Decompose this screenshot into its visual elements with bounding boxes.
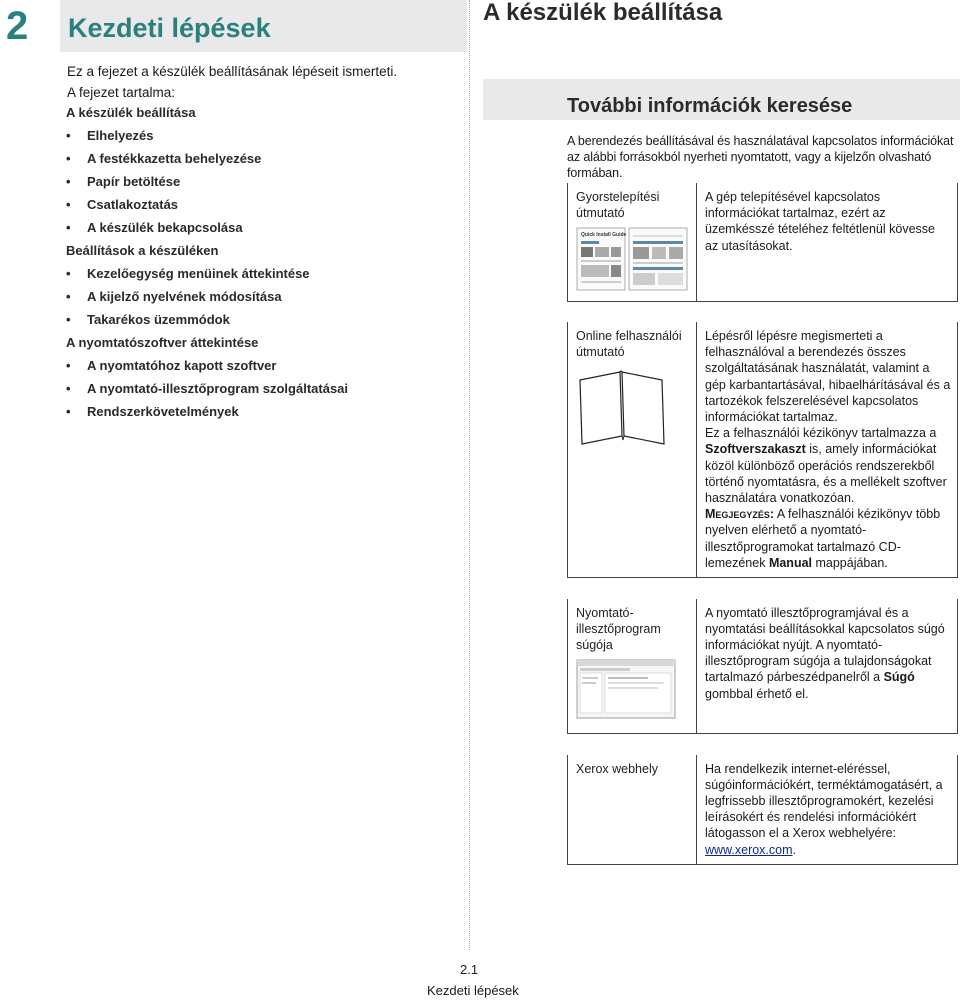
table-row	[568, 183, 958, 301]
source-label: Gyorstelepítési útmutató	[576, 190, 660, 221]
quick-install-guide-illustration	[576, 227, 688, 291]
table-row	[568, 755, 958, 865]
table-row	[568, 599, 958, 734]
chapter-toc	[66, 104, 461, 426]
description-text: Lépésről lépésre megismerteti a felhasználóval a berendezés összes szolgáltatásának használatát, valamint a gép karbantartásával, hibaelhárításával és a tartozékok felszerelésével kapcsolatos információkat tartalmaz.	[705, 329, 951, 425]
source-cell	[568, 183, 697, 301]
description-text: A gép telepítésével kapcsolatos információkat tartalmaz, ezért az üzemkésszé tételéhez feltétlenül kövesse az utasításokat.	[705, 190, 935, 253]
table-row	[568, 322, 958, 578]
toc-item: • Rendszerkövetelmények	[66, 403, 461, 420]
software-section-text: Ez a felhasználói kézikönyv tartalmazza a Szoftverszakaszt is, amely információkat közöl különböző operációs rendszerekből történő nyomtatásra, és a mellékelt szoftver használatára vonatkozóan.	[705, 426, 947, 506]
subsection-title: További információk keresése	[567, 95, 853, 117]
toc-item: • Kezelőegység menüinek áttekintése	[66, 265, 461, 282]
source-label: Xerox webhely	[576, 761, 658, 776]
toc-item: • Elhelyezés	[66, 127, 461, 144]
section-title: A készülék beállítása	[483, 0, 723, 26]
toc-item: • A nyomtatóhoz kapott szoftver	[66, 357, 461, 374]
column-divider	[469, 0, 470, 950]
illus-title: Quick Install Guide	[581, 232, 627, 239]
toc-item: Beállítások a készüléken	[66, 243, 219, 258]
toc-item: • A festékkazetta behelyezése	[66, 150, 461, 167]
subsection-intro: A berendezés beállításával és használatával kapcsolatos információkat az alábbi forrásokból nyerheti nyomtatott, vagy a kijelzőn olvasható formában.	[567, 134, 954, 180]
source-cell	[568, 755, 697, 865]
book-icon	[576, 366, 668, 446]
source-label: Nyomtató-illesztőprogram súgója	[576, 605, 661, 652]
toc-item: • Papír betöltése	[66, 173, 461, 190]
description-text: A nyomtató illesztőprogramjával és a nyomtatási beállításokkal kapcsolatos súgó információkat nyújt. A nyomtató-illesztőprogram súgója a tulajdonságokat tartalmazó párbeszédpanelről a Súgó gombbal érhető el.	[705, 605, 945, 701]
description-text: Ha rendelkezik internet-eléréssel, súgóinformációkért, terméktámogatásért, a legfrissebb illesztőprogramokért, kezelési leírásokért és rendelési információkért látogasson el a Xerox webhelyére: www.xerox.com.	[705, 761, 943, 857]
description-cell	[697, 599, 958, 734]
xerox-website-link[interactable]: www.xerox.com	[705, 842, 793, 857]
toc-item: • A nyomtató-illesztőprogram szolgáltatásai	[66, 380, 461, 397]
toc-item: A nyomtatószoftver áttekintése	[66, 335, 259, 350]
chapter-title: Kezdeti lépések	[68, 13, 271, 43]
info-sources-table	[567, 183, 958, 865]
note-text: Megjegyzés: A felhasználói kézikönyv több nyelven elérhető a nyomtató-illesztőprogramokat tartalmazó CD-lemezének Manual mappájában.	[705, 507, 941, 570]
toc-item: A készülék beállítása	[66, 105, 196, 120]
page-footer-label: Kezdeti lépések	[427, 983, 519, 998]
source-cell	[568, 322, 697, 578]
source-label: Online felhasználói útmutató	[576, 329, 682, 360]
description-cell	[697, 322, 958, 578]
description-cell	[697, 183, 958, 301]
toc-label: A fejezet tartalma:	[67, 85, 176, 100]
source-cell	[568, 599, 697, 734]
help-window-screenshot	[576, 659, 676, 719]
toc-item: • A készülék bekapcsolása	[66, 219, 461, 236]
toc-item: • Takarékos üzemmódok	[66, 311, 461, 328]
toc-item: • A kijelző nyelvének módosítása	[66, 288, 461, 305]
page-number: 2.1	[460, 962, 479, 977]
chapter-number: 2	[6, 4, 29, 48]
description-cell	[697, 755, 958, 865]
chapter-intro: Ez a fejezet a készülék beállításának lépéseit ismerteti.	[67, 64, 398, 79]
toc-item: • Csatlakoztatás	[66, 196, 461, 213]
